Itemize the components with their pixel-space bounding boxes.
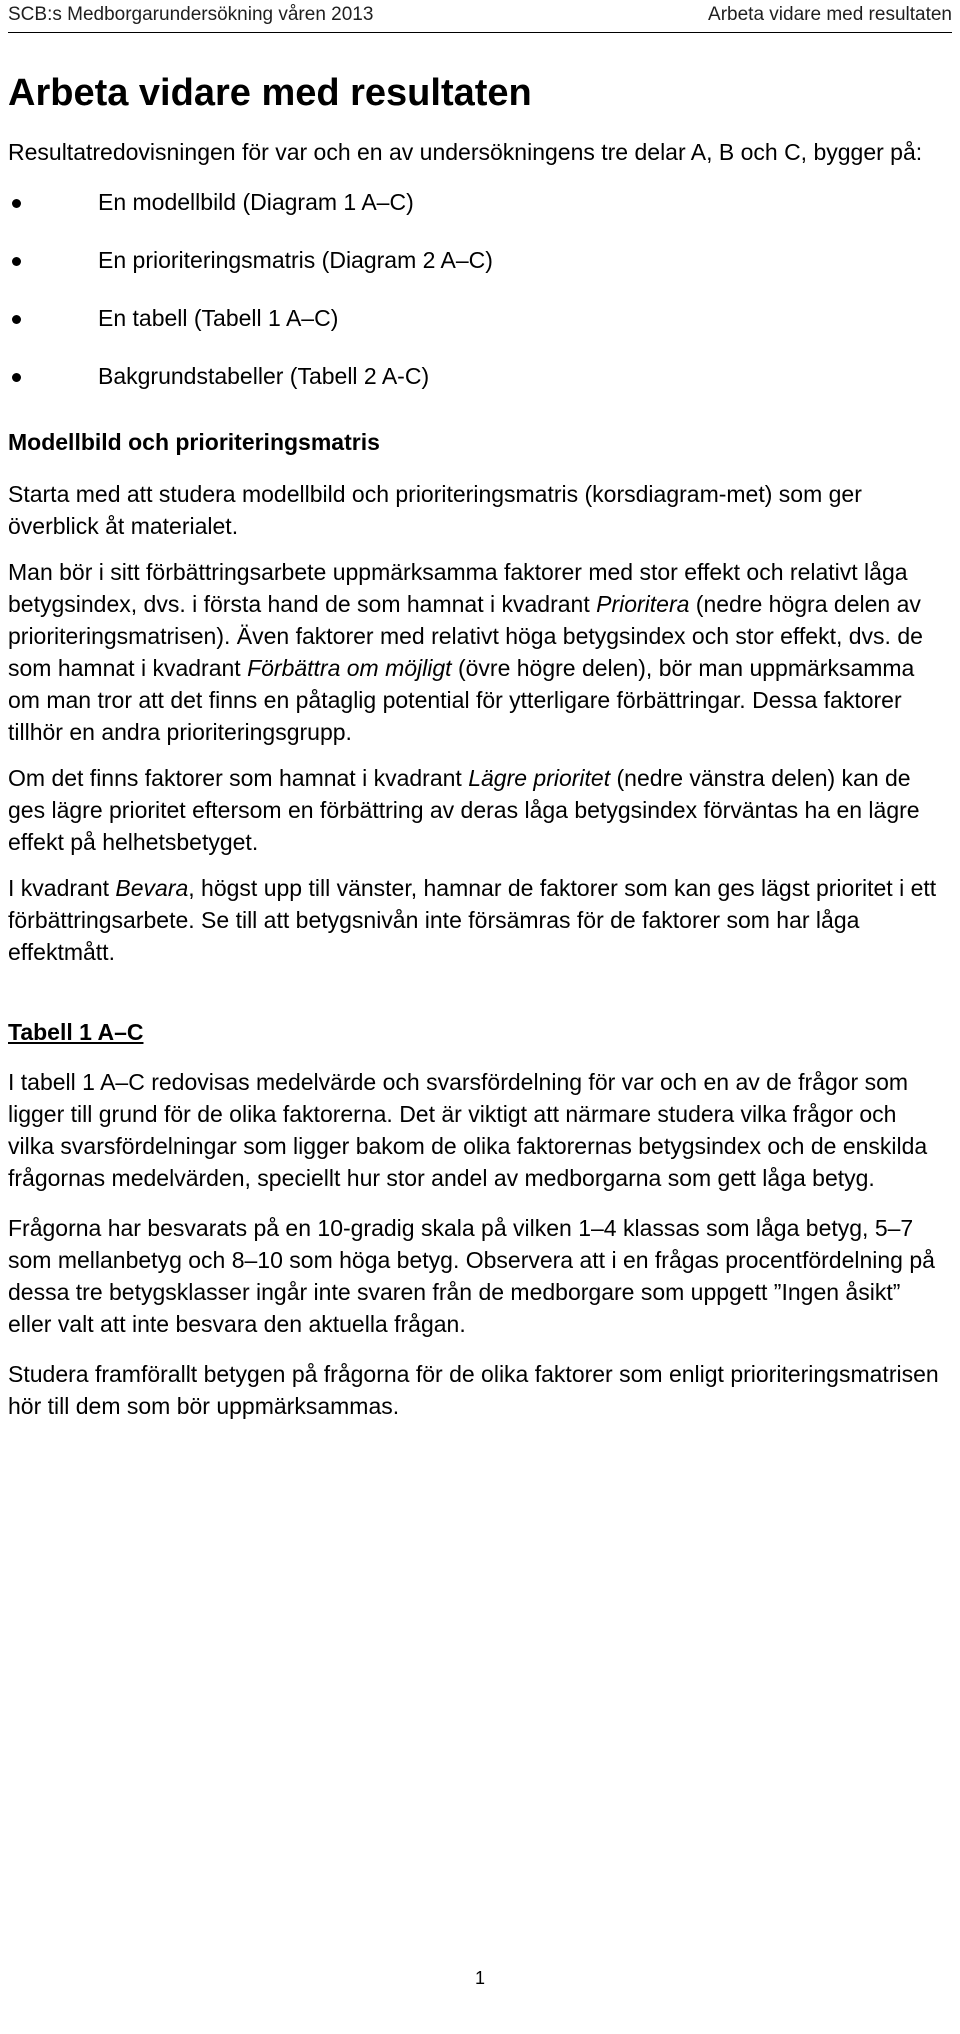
quadrant-name-lagre-prioritet: Lägre prioritet (468, 765, 611, 791)
header-report-title: SCB:s Medborgarundersökning våren 2013 (8, 4, 374, 25)
section-heading-tabell: Tabell 1 A–C (8, 1019, 144, 1045)
list-item-text: Bakgrundstabeller (Tabell 2 A-C) (98, 363, 430, 389)
paragraph-table-description: I tabell 1 A–C redovisas medelvärde och svarsfördelning för var och en av de frågor som ligger till grund för de olika faktorerna. Det är viktigt att närmare studera vilka frågor och vilka svarsfördelningar som ligger bakom de olika faktorernas betygsindex och de enskilda frågornas medelvärden, speciellt hur stor andel av medborgarna som gett låga betyg. (8, 1069, 928, 1191)
page-number: 1 (474, 1968, 485, 1988)
header-divider (8, 32, 952, 33)
bullet-icon (12, 199, 21, 208)
intro-paragraph: Resultatredovisningen för var och en av undersökningens tre delar A, B och C, bygger på: (8, 139, 923, 165)
quadrant-name-bevara: Bevara (115, 875, 189, 901)
page-body (8, 70, 948, 1422)
page-header (8, 0, 952, 30)
paragraph-study: Studera framförallt betygen på frågorna för de olika faktorer som enligt prioriteringsmatrisen hör till dem som bör uppmärksammas. (8, 1361, 939, 1419)
bullet-icon (12, 257, 21, 266)
bullet-icon (12, 315, 21, 324)
list-item-text: En tabell (Tabell 1 A–C) (98, 305, 339, 331)
text-run: (nedre vänstra delen) kan de ges lägre prioritet eftersom en förbättring av deras låga betygsindex förväntas ha en lägre effekt på helhetsbetyget. (8, 765, 920, 855)
paragraph-scale: Frågorna har besvarats på en 10-gradig skala på vilken 1–4 klassas som låga betyg, 5–7 som mellanbetyg och 8–10 som höga betyg. Observera att i en frågas procentfördelning på dessa tre betygsklasser ingår inte svaren från de medborgare som uppgett ”Ingen åsikt” eller valt att inte besvara den aktuella frågan. (8, 1215, 935, 1337)
paragraph-lower-priority (8, 762, 948, 858)
bullet-icon (12, 373, 21, 382)
text-run: , högst upp till vänster, hamnar de faktorer som kan ges lägst prioritet i ett förbättringsarbete. Se till att betygsnivån inte försämras för de faktorer som har låga effektmått. (8, 875, 937, 965)
list-item-text: En prioriteringsmatris (Diagram 2 A–C) (98, 247, 493, 273)
text-run: Man bör i sitt förbättringsarbete uppmärksamma faktorer med stor effekt och relativt låga betygsindex, dvs. i första hand de som hamnat i kvadrant (8, 559, 908, 617)
list-item (8, 186, 948, 218)
header-section-title: Arbeta vidare med resultaten (708, 4, 952, 25)
text-run: (nedre högra delen av prioriteringsmatrisen). Även faktorer med relativt höga betygsindex och stor effekt, dvs. de som hamnat i kvadrant (8, 591, 923, 681)
page-title: Arbeta vidare med resultaten (8, 72, 532, 114)
text-run: (övre högre delen), bör man uppmärksamma om man tror att det finns en påtaglig potential för ytterligare förbättringar. Dessa faktorer tillhör en andra prioriteringsgrupp. (8, 655, 915, 745)
paragraph-priorities (8, 556, 948, 748)
list-item-text: En modellbild (Diagram 1 A–C) (98, 189, 414, 215)
section-heading-modellbild: Modellbild och prioriteringsmatris (8, 429, 380, 455)
text-run: I kvadrant (8, 875, 116, 901)
list-item (8, 302, 948, 334)
list-item (8, 244, 948, 276)
paragraph-overview: Starta med att studera modellbild och prioriteringsmatris (korsdiagram-met) som ger överblick åt materialet. (8, 481, 862, 539)
text-run: Om det finns faktorer som hamnat i kvadrant (8, 765, 469, 791)
quadrant-name-forbattra: Förbättra om möjligt (247, 655, 452, 681)
paragraph-preserve (8, 872, 948, 968)
bullet-list (8, 186, 948, 392)
quadrant-name-prioritera: Prioritera (596, 591, 690, 617)
list-item (8, 360, 948, 392)
